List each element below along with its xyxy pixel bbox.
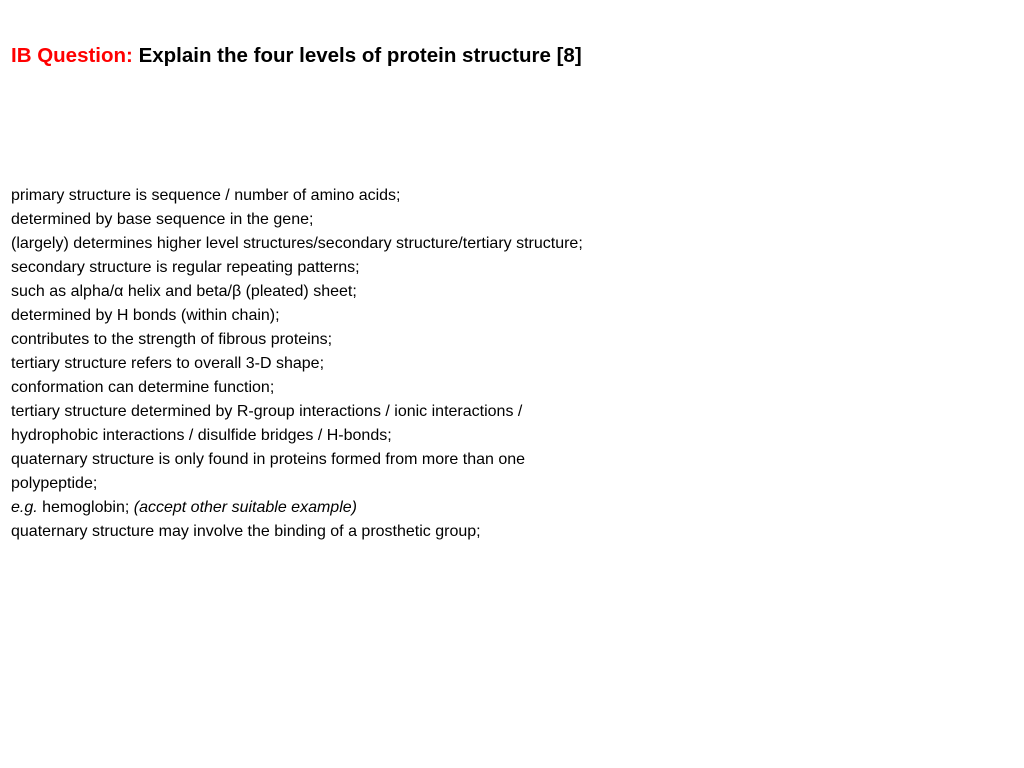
answer-line: polypeptide;	[11, 475, 98, 492]
title-text: Explain the four levels of protein structure [8]	[138, 44, 582, 67]
answer-line: primary structure is sequence / number of amino acids;	[11, 187, 401, 204]
title-label: IB Question:	[11, 44, 133, 67]
example-text: hemoglobin;	[37, 499, 134, 516]
answer-line: (largely) determines higher level structures/secondary structure/tertiary structure;	[11, 235, 583, 252]
answer-line: such as alpha/α helix and beta/β (pleated) sheet;	[11, 283, 357, 300]
answer-text-block	[11, 184, 731, 544]
answer-line: secondary structure is regular repeating patterns;	[11, 259, 360, 276]
answer-line: determined by base sequence in the gene;	[11, 211, 314, 228]
answer-line: quaternary structure is only found in proteins formed from more than one	[11, 451, 526, 468]
answer-line-last: quaternary structure may involve the binding of a prosthetic group;	[11, 523, 481, 540]
example-prefix: e.g.	[11, 499, 38, 516]
answer-line: tertiary structure refers to overall 3-D shape;	[11, 355, 325, 372]
answer-line: contributes to the strength of fibrous proteins;	[11, 331, 333, 348]
answer-line: tertiary structure determined by R-group interactions / ionic interactions /	[11, 403, 523, 420]
example-line	[11, 496, 731, 520]
answer-line: hydrophobic interactions / disulfide bridges / H-bonds;	[11, 427, 392, 444]
page-title	[11, 42, 1011, 70]
answer-line: conformation can determine function;	[11, 379, 275, 396]
example-note: (accept other suitable example)	[133, 499, 357, 516]
answer-line: determined by H bonds (within chain);	[11, 307, 280, 324]
